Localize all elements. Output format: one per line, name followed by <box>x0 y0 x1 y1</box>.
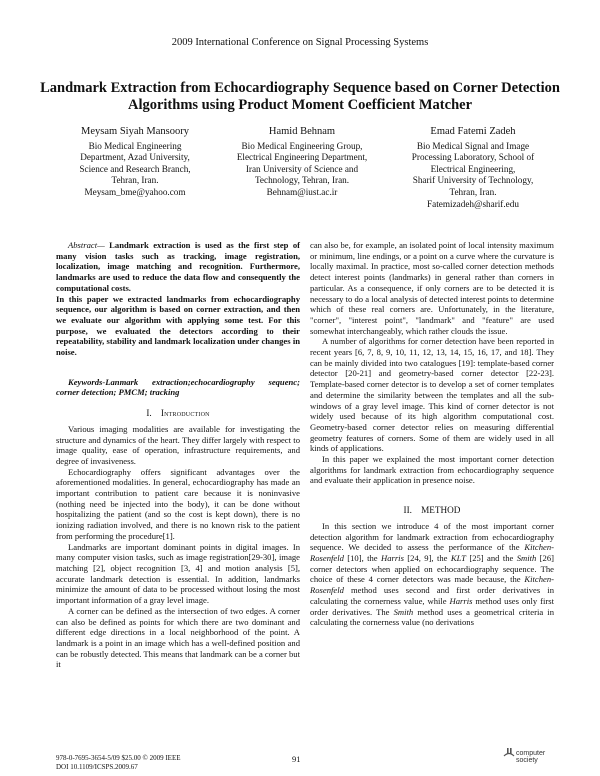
footer-copyright <box>56 754 181 771</box>
author-affiliation-line: Tehran, Iran. <box>111 175 159 186</box>
computer-society-logo <box>502 746 546 770</box>
abstract-text: Landmark extraction is used as the first step of many vision tasks such as tracking, image registration, localization, image matching and recognition. Furthermore, landmarks are used to reduce the data flow and consequently the computational costs. <box>56 240 300 293</box>
paper-title: Landmark Extraction from Echocardiography Sequence based on Corner Detection Algorithms using Product Moment Coefficient Matcher <box>40 80 560 113</box>
method-name: Smith <box>393 606 414 617</box>
paragraph: Echocardiography offers significant advantages over the aforementioned modalities. In general, echocardiography has made an important contribution to patient care because it is noninvasive (nothing need be injected into the body), it can be done without hospitalizing the patient (and so the cost is kept down), there is no ionizing radiation involved, and there is no known risk to the patient from performing the procedure[1]. <box>56 466 300 541</box>
author-affiliation-line: Sharif University of Technology, <box>412 175 534 186</box>
author-block-2 <box>218 126 386 199</box>
author-affiliation-line: Electrical Engineering Department, <box>236 152 368 163</box>
method-name: Kitchen-Rosenfeld <box>310 574 554 596</box>
author-email: Meysam_bme@yahoo.com <box>84 186 186 197</box>
paragraph: A number of algorithms for corner detection have been reported in recent years [6, 7, 8, 9, 10, 11, 12, 13, 14, 15, 16, 17, and 18]. They can be mainly divided into two catalogues [19]: template-based corner detector [20-21] and geometry-based corner detector [22-23]. Template-based corner detector is to develop a set of corner templates and determine the similarity between the templates and all the sub-windows of a gray level image. This kind of corner detector is not widely used because of its high algorithm computational cost. Geometry-based corner detector relies on measuring differential geometry features of corners. Some of them are widely used in all kinds of applications. <box>310 336 554 454</box>
author-affiliation-line: Tehran, Iran. <box>449 186 497 197</box>
section-title: METHOD <box>421 505 461 516</box>
method-name: Smith <box>516 552 537 563</box>
abstract-text-2: In this paper we extracted landmarks from echocardiography sequence, our algorithm is based on corner extraction, and then we evaluate our algorithm with applying some test. For this purpose, we evaluated the detectors according to their repeatability, stability and landmark localization under changes in noise. <box>56 293 300 358</box>
isbn-line: 978-0-7695-3654-5/09 $25.00 © 2009 IEEE <box>56 754 181 762</box>
author-affiliation-line: Science and Research Branch, <box>79 163 191 174</box>
author-affiliation-line: Bio Medical Engineering <box>88 140 182 151</box>
author-block-1 <box>50 126 220 199</box>
author-email: Fatemizadeh@sharif.edu <box>427 198 519 209</box>
logo-text: computer <box>516 750 546 757</box>
author-block-3 <box>388 126 558 210</box>
paragraph: can also be, for example, an isolated point of local intensity maximum or minimum, line endings, or a point on a curve where the curvature is locally maximal. In practice, most so-called corner detection methods detect interest points (landmarks) in general rather than corners in particular. As a consequence, if only corners are to be detected it is necessary to do a local analysis of detected interest points to determine which of these real corners are. Unfortunately, in the literature, "corner", "interest point", "landmark" and "feature" are used somewhat interchangeably, which rather clouds the issue. <box>310 240 554 336</box>
author-name: Hamid Behnam <box>268 126 336 137</box>
paragraph: A corner can be defined as the intersection of two edges. A corner can also be defined as points for which there are two dominant and different edge directions in a local neighborhood of the point. A landmark is a point in an image which has a well-defined position and can be robustly detected. This means that landmark can be a corner but it <box>56 605 300 670</box>
section-number: II. <box>403 505 412 516</box>
section-heading-method <box>310 505 554 516</box>
paragraph: Various imaging modalities are available for investigating the structure and dynamics of the heart. They differ largely with respect to image quality, ease of operation, infrastructure requirements, and degree of invasiveness. <box>56 423 300 466</box>
method-name: KLT <box>450 552 466 563</box>
abstract <box>56 240 300 294</box>
keywords: Keywords-Lanmark extraction;echocardiography sequenc; corner detection; PMCM; tracking <box>56 376 300 398</box>
paragraph-method: In this section we introduce 4 of the most important corner detection algorithm for landmark extraction from echocardiography sequence. We decided to assess the performance of the Kitchen-Rosenfeld [10], the Harris [24, 9], the KLT [25] and the Smith [26] corner detectors when applied on echocardiography sequence. The choice of these 4 corner detectors was made because, the Kitchen-Rosenfeld method uses second and first order derivatives in calculating the cornerness value, while Harris method uses only first order derivatives. The Smith method uses a geometrical criteria in calculating the cornerness value (no derivations <box>310 520 554 628</box>
author-affiliation-line: Bio Medical Engineering Group, <box>241 140 363 151</box>
section-heading-introduction <box>56 408 300 419</box>
logo-text: society <box>516 757 538 764</box>
paragraph: Landmarks are important dominant points in digital images. In many computer vision tasks, such as image registration[29-30], image matching [2], object recognition [3, 4] and motion analysis [5], accurate landmark detection is essential. In addition, landmarks minimize the amount of data to be processed without losing the most important information of a gray level image. <box>56 541 300 606</box>
author-affiliation-line: Department, Azad University, <box>80 152 190 163</box>
author-affiliation-line: Iran University of Science and <box>245 163 359 174</box>
author-email: Behnam@iust.ac.ir <box>266 186 338 197</box>
right-column <box>310 240 554 628</box>
author-affiliation-line: Processing Laboratory, School of <box>411 152 535 163</box>
page-number: 91 <box>292 754 301 764</box>
doi-line: DOI 10.1109/ICSPS.2009.67 <box>56 762 138 771</box>
conference-name: 2009 International Conference on Signal Processing Systems <box>171 37 429 48</box>
method-name: Kitchen-Rosenfeld <box>310 542 554 563</box>
left-column <box>56 240 300 670</box>
paragraph: In this paper we explained the most important corner detection algorithms for landmark extraction from echocardiography sequence and evaluate their application in presence noise. <box>310 454 554 486</box>
method-name: Harris <box>380 552 404 563</box>
author-affiliation-line: Bio Medical Signal and Image <box>416 140 530 151</box>
computer-society-logo-icon <box>502 748 516 766</box>
abstract-label: Abstract— <box>68 240 105 250</box>
author-name: Emad Fatemi Zadeh <box>430 126 516 137</box>
author-affiliation-line: Technology, Tehran, Iran. <box>254 175 350 186</box>
section-title: Introduction <box>160 408 210 419</box>
method-name: Harris <box>449 595 473 606</box>
author-name: Meysam Siyah Mansoory <box>81 126 189 137</box>
section-number: I. <box>146 408 152 419</box>
author-affiliation-line: Electrical Engineering, <box>430 163 516 174</box>
